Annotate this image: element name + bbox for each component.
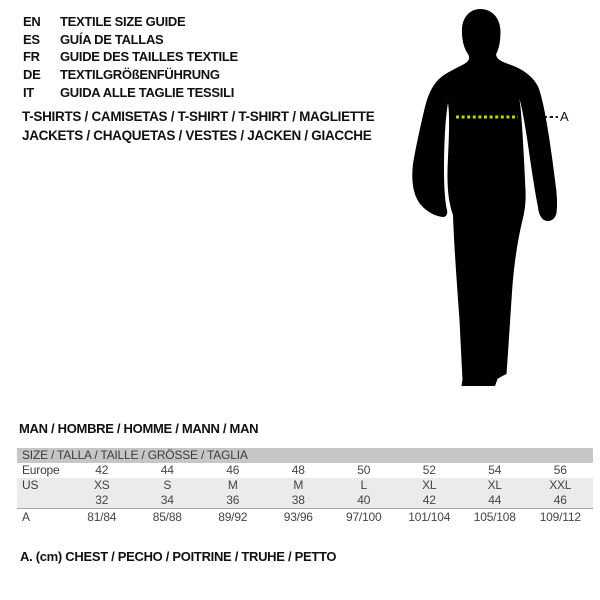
table-row <box>17 508 593 525</box>
size-cell: 46 <box>226 463 240 477</box>
size-cell: 38 <box>291 493 305 507</box>
size-cell: S <box>163 478 172 492</box>
size-cell: 42 <box>422 493 436 507</box>
table-row <box>17 493 593 508</box>
language-item <box>23 31 238 49</box>
size-cell: 36 <box>226 493 240 507</box>
size-cell: 46 <box>553 493 567 507</box>
size-cell: 93/96 <box>283 510 313 524</box>
size-cell: 48 <box>291 463 305 477</box>
size-table-rows <box>17 463 593 525</box>
language-code: EN <box>23 14 41 30</box>
language-item <box>23 83 238 101</box>
language-code: IT <box>23 84 34 100</box>
size-cell: 109/112 <box>539 510 581 524</box>
table-row <box>17 463 593 478</box>
language-code: ES <box>23 31 40 47</box>
man-silhouette-shape <box>412 9 557 386</box>
size-cell: 85/88 <box>152 510 182 524</box>
size-cell: XXL <box>549 478 572 492</box>
language-guide-list <box>23 13 238 101</box>
row-label <box>17 493 69 508</box>
size-cell: 56 <box>553 463 567 477</box>
size-cell: 40 <box>357 493 371 507</box>
man-silhouette-figure <box>400 0 600 400</box>
size-table-header: SIZE / TALLA / TAILLE / GRÖSSE / TAGLIA <box>17 448 593 463</box>
product-line-jackets: JACKETS / CHAQUETAS / VESTES / JACKEN / GIACCHE <box>22 127 372 143</box>
language-label: TEXTILGRÖßENFÜHRUNG <box>60 67 220 83</box>
measurement-footnote: A. (cm) CHEST / PECHO / POITRINE / TRUHE / PETTO <box>20 549 337 564</box>
language-item <box>23 13 238 31</box>
size-cell: 89/92 <box>218 510 248 524</box>
language-label: TEXTILE SIZE GUIDE <box>60 14 186 30</box>
size-cell: 32 <box>95 493 109 507</box>
measure-label-a: A <box>560 109 569 124</box>
size-cell: 50 <box>357 463 371 477</box>
size-cell: 97/100 <box>345 510 382 524</box>
size-cell: 44 <box>160 463 174 477</box>
size-cell: 81/84 <box>87 510 117 524</box>
language-item <box>23 66 238 84</box>
size-cell: XS <box>93 478 110 492</box>
size-cell: XL <box>422 478 437 492</box>
product-line-tshirts: T-SHIRTS / CAMISETAS / T-SHIRT / T-SHIRT / MAGLIETTE <box>22 109 375 124</box>
section-title-man: MAN / HOMBRE / HOMME / MANN / MAN <box>19 421 259 436</box>
size-cell: 105/108 <box>473 510 516 524</box>
man-silhouette <box>400 0 600 400</box>
row-label: US <box>22 478 39 492</box>
size-cell: 52 <box>422 463 436 477</box>
size-cell: 34 <box>160 493 174 507</box>
size-cell: 101/104 <box>408 510 451 524</box>
table-row <box>17 478 593 493</box>
size-cell: M <box>227 478 238 492</box>
size-cell: 42 <box>95 463 109 477</box>
size-cell: 44 <box>488 493 502 507</box>
language-label: GUIDE DES TAILLES TEXTILE <box>60 49 238 65</box>
row-label: Europe <box>22 463 60 477</box>
row-label: A <box>22 510 30 524</box>
size-cell: XL <box>487 478 502 492</box>
language-item <box>23 48 238 66</box>
language-code: FR <box>23 49 40 65</box>
size-table <box>17 448 593 525</box>
size-cell: M <box>293 478 304 492</box>
size-cell: L <box>360 478 367 492</box>
language-label: GUIDA ALLE TAGLIE TESSILI <box>60 84 235 100</box>
language-code: DE <box>23 67 41 83</box>
size-cell: 54 <box>488 463 502 477</box>
product-type-lines <box>22 108 374 145</box>
language-label: GUÍA DE TALLAS <box>60 31 164 47</box>
